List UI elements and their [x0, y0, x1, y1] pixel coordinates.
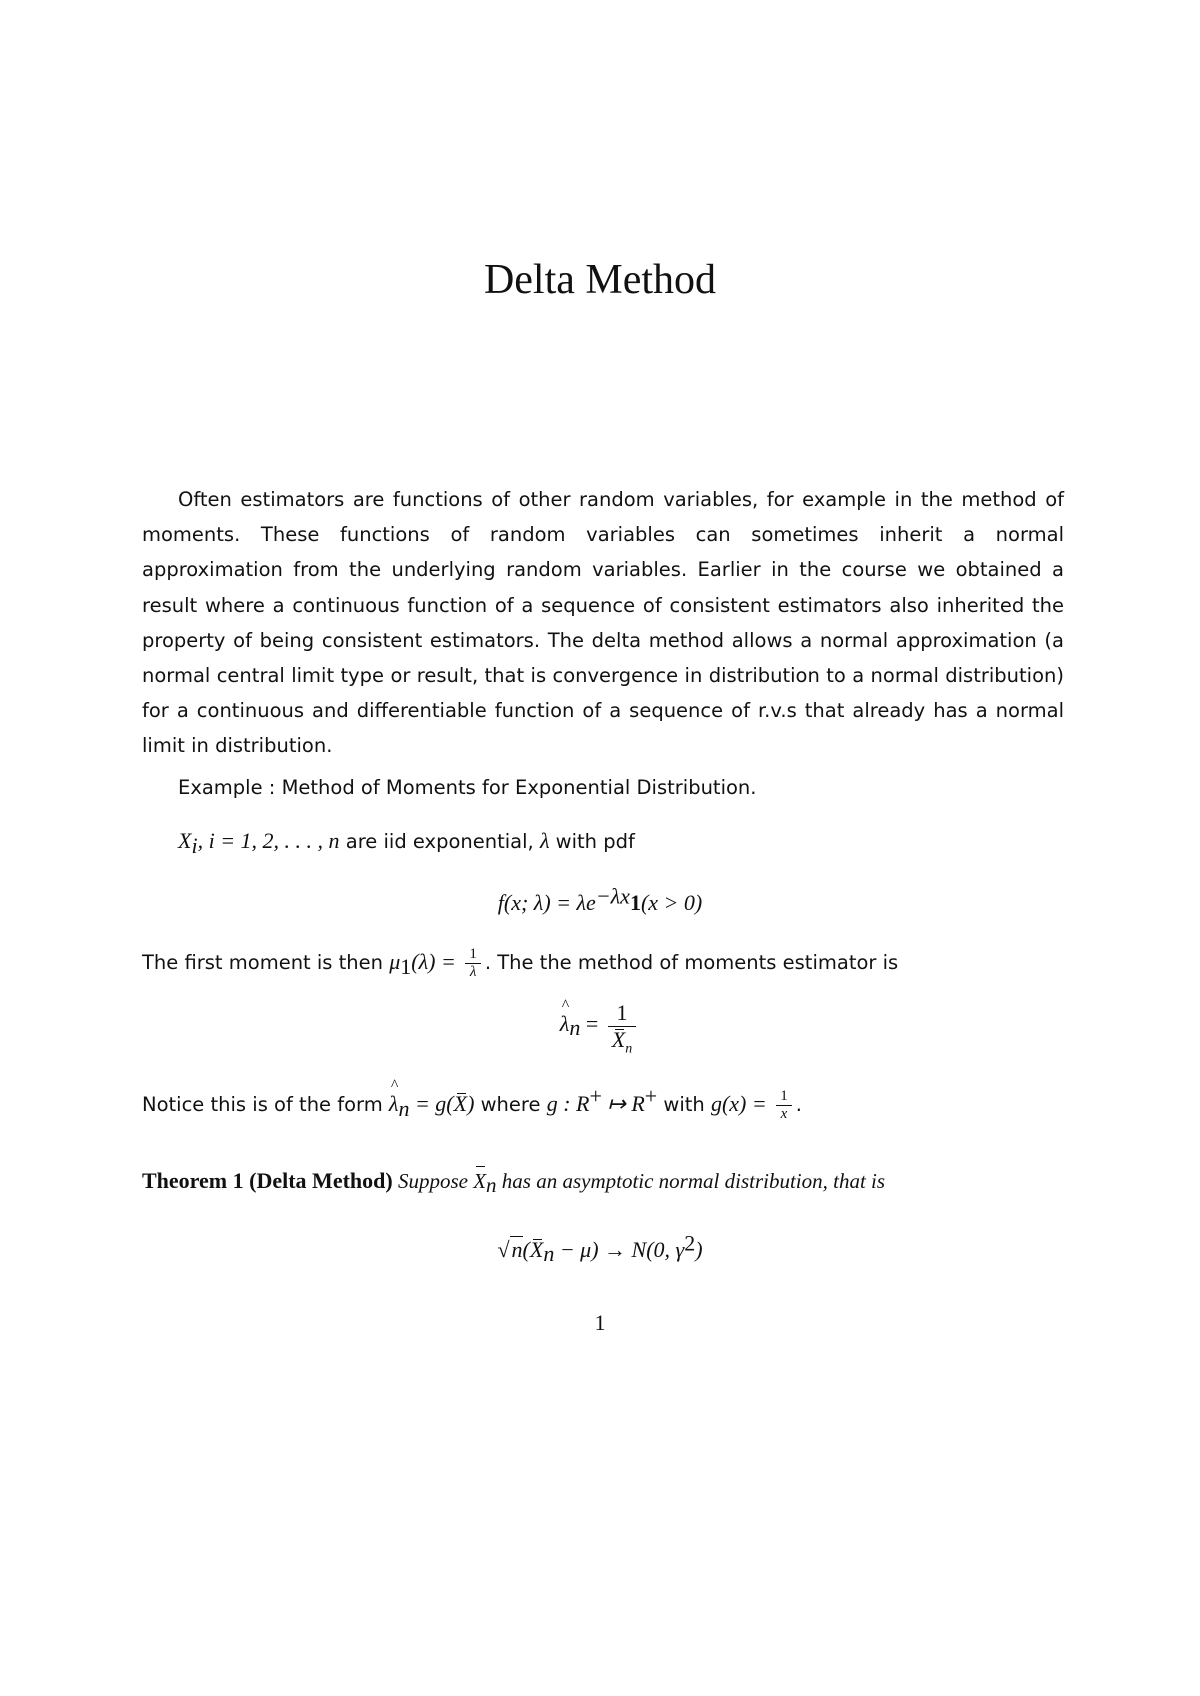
theorem-block	[142, 1164, 1064, 1200]
page-title: Delta Method	[483, 257, 717, 303]
first-moment-statement	[142, 946, 898, 981]
fraction-numerator: 1	[776, 1088, 792, 1106]
example-heading: Example : Method of Moments for Exponential Distribution.	[178, 776, 757, 799]
limit-expression: − μ) → N(0, γ	[554, 1237, 685, 1262]
lambda-hat-subscript: n	[398, 1095, 410, 1121]
where-text: where	[474, 1093, 547, 1116]
square-superscript: 2	[684, 1230, 696, 1256]
index-range: , i = 1, 2, . . . , n	[197, 828, 340, 853]
theorem-text-continued: has an asymptotic normal distribution, that is	[496, 1169, 886, 1193]
fraction-denominator: λ	[469, 964, 477, 980]
map-domain: g : R	[546, 1091, 590, 1116]
inverse-lambda-fraction	[465, 946, 481, 981]
estimator-numerator: 1	[608, 1000, 636, 1027]
iid-text: are iid exponential,	[339, 830, 540, 853]
equals-sign: =	[580, 1011, 604, 1036]
inverse-x-fraction	[776, 1088, 792, 1123]
x-bar: X	[611, 1027, 626, 1052]
map-codomain: ↦ R	[601, 1091, 645, 1116]
estimator-equation	[0, 1000, 1200, 1057]
pdf-lhs: f(x; λ) = λe	[497, 890, 596, 915]
estimator-fraction	[608, 1000, 636, 1057]
fraction-denominator: x	[780, 1106, 788, 1122]
paren-close: )	[695, 1237, 703, 1262]
pdf-rhs: (x > 0)	[640, 890, 703, 915]
x-bar-subscript: n	[543, 1241, 555, 1267]
x-bar-subscript: n	[625, 1041, 633, 1057]
intro-paragraph: Often estimators are functions of other random variables, for example in the method of moments. These functions of random variables can sometimes inherit a normal approximation from the underlying random variables. Earlier in the course we obtained a result where a continuous function of a sequence of consistent estimators also inherited the property of being consistent estimators. The delta method allows a normal approximation (a normal central limit type or result, that is convergence in distribution to a normal distribution) for a continuous and differentiable function of a sequence of r.v.s that already has a normal limit in distribution.	[142, 488, 1064, 758]
sqrt-argument: n	[511, 1237, 523, 1262]
g-form: = g(	[409, 1091, 454, 1116]
plus-superscript: +	[589, 1083, 602, 1109]
x-bar: X	[529, 1237, 544, 1262]
iid-statement	[178, 828, 635, 858]
mu-symbol: μ	[389, 949, 401, 974]
x-bar: X	[453, 1091, 468, 1116]
mu-subscript: 1	[400, 953, 412, 979]
theorem-heading: Theorem 1 (Delta Method)	[142, 1168, 393, 1193]
x-bar-subscript: n	[486, 1173, 497, 1198]
notice-statement	[142, 1083, 802, 1123]
first-moment-text: The first moment is then	[142, 951, 390, 974]
x-variable: X	[178, 828, 192, 853]
plus-superscript: +	[644, 1083, 658, 1109]
sqrt-symbol: √	[497, 1237, 510, 1262]
pdf-equation	[0, 883, 1200, 916]
pdf-text: with pdf	[549, 830, 635, 853]
theorem-text: Suppose	[392, 1169, 474, 1193]
estimator-intro-text: . The the method of moments estimator is	[484, 951, 899, 974]
lambda-hat: ^ λ	[560, 1011, 570, 1037]
x-subscript: i	[191, 832, 198, 858]
x-bar: X	[473, 1164, 486, 1198]
lambda-hat-subscript: n	[569, 1015, 581, 1041]
clt-equation	[0, 1230, 1200, 1267]
period: .	[795, 1093, 802, 1116]
mu-argument: (λ) =	[411, 949, 462, 974]
page-number: 1	[594, 1310, 606, 1335]
g-definition: g(x) =	[710, 1091, 773, 1116]
with-text: with	[657, 1093, 711, 1116]
notice-text: Notice this is of the form	[142, 1093, 389, 1116]
lambda-symbol: λ	[539, 828, 550, 853]
estimator-denominator	[608, 1027, 636, 1057]
pdf-exponent: −λx	[595, 883, 630, 909]
fraction-numerator: 1	[465, 946, 481, 964]
indicator-symbol: 1	[629, 890, 641, 915]
lambda-hat: ^ λ	[389, 1091, 399, 1117]
g-form-close: )	[467, 1091, 475, 1116]
paren-open: (	[522, 1237, 530, 1262]
